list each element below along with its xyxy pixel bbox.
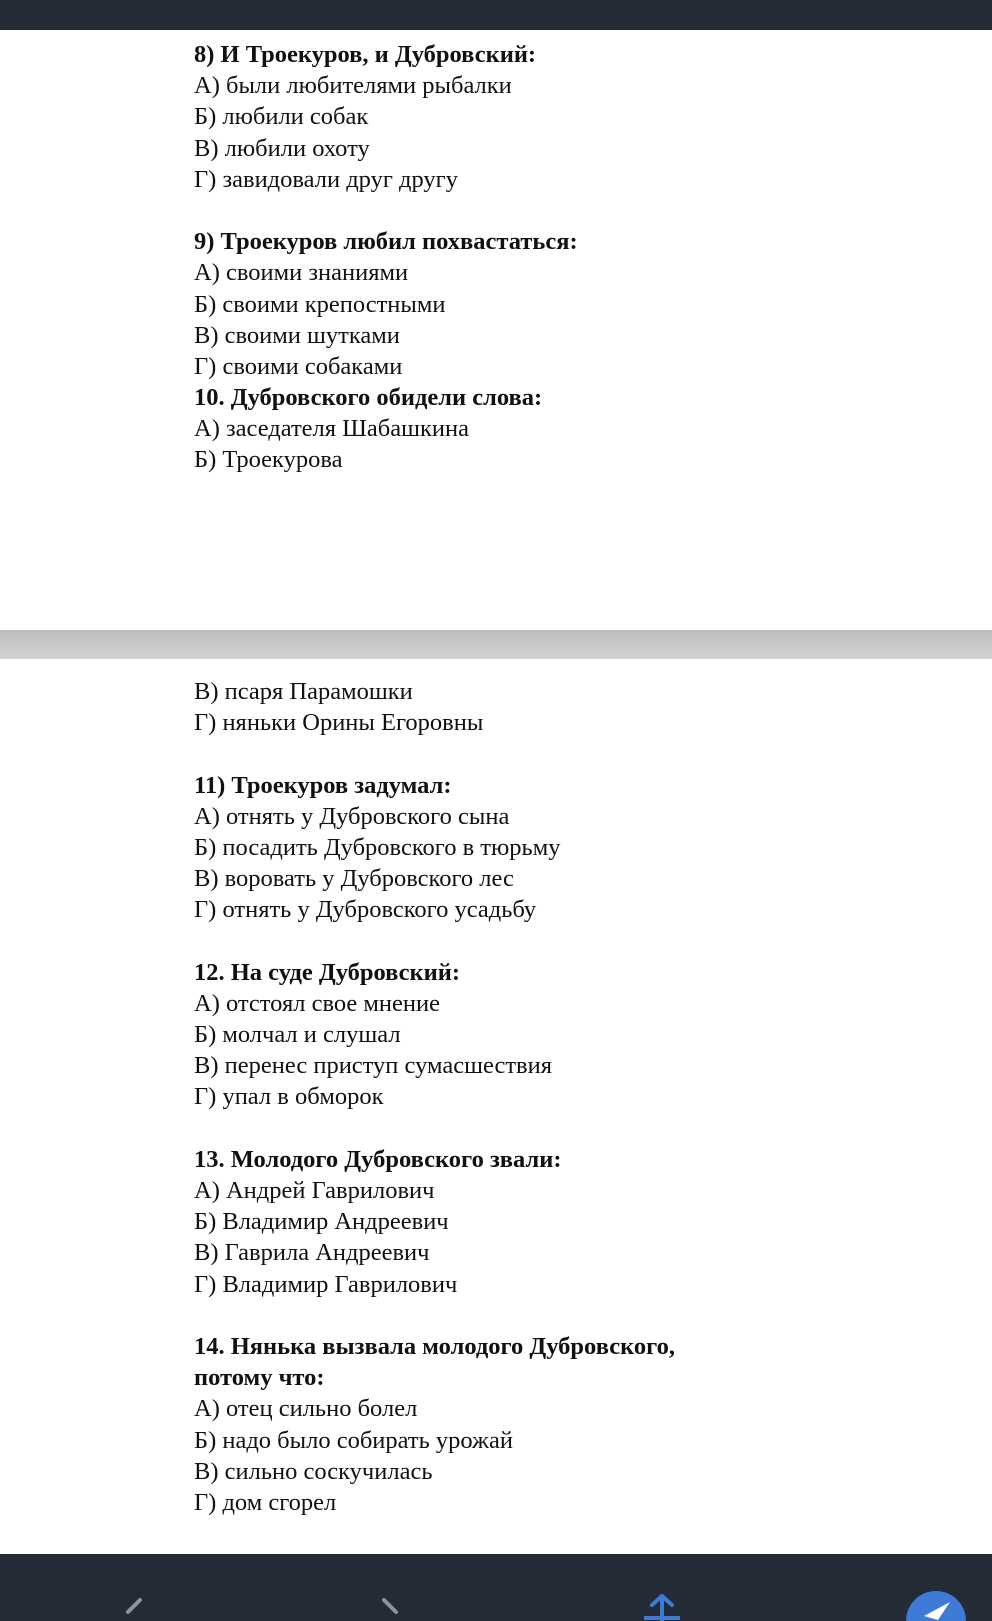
answer-option: А) Андрей Гаврилович [194,1177,435,1204]
answer-option: В) перенес приступ сумасшествия [194,1052,552,1080]
answer-option: В) своими шутками [194,321,400,349]
answer-option: А) отстоял свое мнение [194,989,440,1017]
question-9: 9) Троекуров любил похвастаться: [194,228,578,256]
question-12: 12. На суде Дубровский: [194,958,461,986]
question-10: 10. Дубровского обидели слова: [194,384,543,412]
document-page-2 [0,659,992,1554]
answer-option: Г) няньки Орины Егоровны [194,709,484,737]
spacer [194,1113,954,1144]
answer-option: Б) молчал и слушал [194,1021,401,1049]
answer-option: А) заседателя Шабашкина [194,415,469,443]
chevron-left-icon[interactable] [118,1598,146,1621]
answer-option: В) любили охоту [194,134,370,162]
answer-option: Г) упал в обморок [194,1083,384,1111]
question-14-continued: потому что: [194,1364,325,1392]
answer-option: Г) завидовали друг другу [194,165,458,193]
question-13: 13. Молодого Дубровского звали: [194,1145,562,1173]
answer-option: В) псаря Парамошки [194,678,413,705]
page-2-content [194,676,954,1518]
share-icon[interactable] [640,1592,684,1621]
answer-option: В) воровать у Дубровского лес [194,865,514,893]
answer-option: Б) любили собак [194,103,369,131]
send-icon[interactable] [906,1590,966,1621]
answer-option: А) отнять у Дубровского сына [194,802,510,830]
answer-option: Г) отнять у Дубровского усадьбу [194,896,537,924]
answer-option: Б) своими крепостными [194,290,446,318]
spacer [194,1300,954,1331]
question-8: 8) И Троекуров, и Дубровский: [194,41,537,68]
answer-option: В) сильно соскучилась [194,1457,433,1485]
answer-option: А) своими знаниями [194,259,409,287]
answer-option: В) Гаврила Андреевич [194,1239,430,1267]
spacer [194,926,954,957]
answer-option: Б) Троекурова [194,446,343,474]
question-11: 11) Троекуров задумал: [194,771,452,799]
answer-option: Б) Владимир Андреевич [194,1208,449,1236]
page-separator [0,630,992,659]
page-1-content [194,39,954,476]
bottom-toolbar [0,1554,992,1621]
chevron-right-icon[interactable] [378,1598,406,1621]
question-14: 14. Нянька вызвала молодого Дубровского, [194,1332,676,1360]
answer-option: Б) посадить Дубровского в тюрьму [194,833,561,861]
spacer [194,738,954,769]
answer-option: Б) надо было собирать урожай [194,1426,513,1454]
document-page-1 [0,30,992,630]
top-status-bar [0,0,992,30]
answer-option: Г) своими собаками [194,352,403,380]
answer-option: А) были любителями рыбалки [194,72,512,100]
answer-option: А) отец сильно болел [194,1395,418,1423]
spacer [194,195,954,226]
answer-option: Г) Владимир Гаврилович [194,1270,458,1298]
answer-option: Г) дом сгорел [194,1488,337,1516]
